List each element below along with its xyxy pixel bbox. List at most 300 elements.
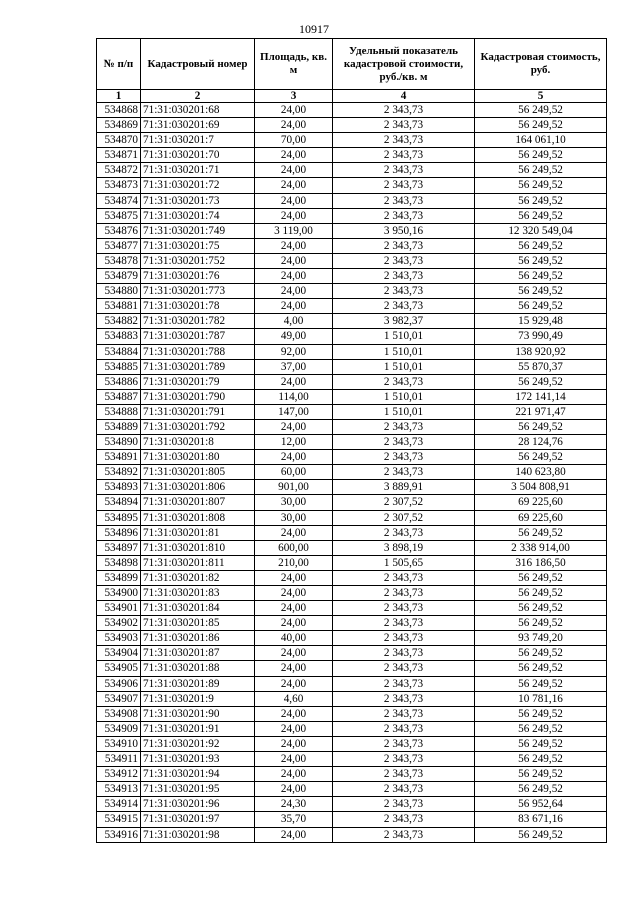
header-row-number: № п/п: [97, 39, 141, 90]
cadastral-value-cell: 138 920,92: [475, 344, 607, 359]
table-row: [97, 329, 607, 344]
area-cell: 24,00: [255, 208, 333, 223]
table-row: [97, 374, 607, 389]
row-number-cell: 534900: [97, 586, 141, 601]
cadastral-number-cell: 71:31:030201:9: [141, 691, 255, 706]
area-cell: 24,00: [255, 238, 333, 253]
area-cell: 24,00: [255, 525, 333, 540]
table-row: [97, 631, 607, 646]
area-cell: 12,00: [255, 435, 333, 450]
cadastral-number-cell: 71:31:030201:89: [141, 676, 255, 691]
cadastral-value-cell: 140 623,80: [475, 465, 607, 480]
area-cell: 60,00: [255, 465, 333, 480]
table-row: [97, 223, 607, 238]
cadastral-value-cell: 56 249,52: [475, 208, 607, 223]
cadastral-number-cell: 71:31:030201:96: [141, 797, 255, 812]
area-cell: 40,00: [255, 631, 333, 646]
table-row: [97, 570, 607, 585]
table-row: [97, 284, 607, 299]
specific-value-cell: 2 343,73: [333, 721, 475, 736]
cadastral-value-cell: 2 338 914,00: [475, 540, 607, 555]
area-cell: 35,70: [255, 812, 333, 827]
table-row: [97, 148, 607, 163]
cadastral-value-cell: 56 249,52: [475, 178, 607, 193]
table-row: [97, 812, 607, 827]
cadastral-value-cell: 56 249,52: [475, 827, 607, 842]
specific-value-cell: 2 343,73: [333, 163, 475, 178]
area-cell: 70,00: [255, 133, 333, 148]
column-number: 1: [97, 90, 141, 103]
table-row: [97, 389, 607, 404]
cadastral-value-cell: 56 249,52: [475, 586, 607, 601]
row-number-cell: 534916: [97, 827, 141, 842]
cadastral-number-cell: 71:31:030201:87: [141, 646, 255, 661]
row-number-cell: 534899: [97, 570, 141, 585]
specific-value-cell: 2 343,73: [333, 103, 475, 118]
table-row: [97, 827, 607, 842]
table-row: [97, 676, 607, 691]
specific-value-cell: 2 343,73: [333, 736, 475, 751]
specific-value-cell: 2 343,73: [333, 676, 475, 691]
table-row: [97, 178, 607, 193]
table-row: [97, 721, 607, 736]
specific-value-cell: 2 343,73: [333, 299, 475, 314]
header-area: Площадь, кв. м: [255, 39, 333, 90]
cadastral-number-cell: 71:31:030201:98: [141, 827, 255, 842]
table-row: [97, 465, 607, 480]
table-row: [97, 706, 607, 721]
cadastral-value-cell: 56 249,52: [475, 646, 607, 661]
table-row: [97, 193, 607, 208]
specific-value-cell: 2 343,73: [333, 284, 475, 299]
specific-value-cell: 2 343,73: [333, 465, 475, 480]
column-number: 4: [333, 90, 475, 103]
specific-value-cell: 2 343,73: [333, 827, 475, 842]
specific-value-cell: 2 343,73: [333, 118, 475, 133]
specific-value-cell: 2 343,73: [333, 450, 475, 465]
cadastral-number-cell: 71:31:030201:93: [141, 752, 255, 767]
row-number-cell: 534911: [97, 752, 141, 767]
specific-value-cell: 2 343,73: [333, 193, 475, 208]
cadastral-value-cell: 93 749,20: [475, 631, 607, 646]
specific-value-cell: 1 505,65: [333, 555, 475, 570]
area-cell: 24,00: [255, 148, 333, 163]
area-cell: 24,00: [255, 616, 333, 631]
cadastral-value-cell: 56 249,52: [475, 284, 607, 299]
cadastral-number-cell: 71:31:030201:79: [141, 374, 255, 389]
cadastral-number-cell: 71:31:030201:82: [141, 570, 255, 585]
cadastral-value-cell: 55 870,37: [475, 359, 607, 374]
cadastral-number-cell: 71:31:030201:791: [141, 404, 255, 419]
cadastral-number-cell: 71:31:030201:86: [141, 631, 255, 646]
cadastral-value-cell: 56 249,52: [475, 103, 607, 118]
specific-value-cell: 2 343,73: [333, 661, 475, 676]
cadastral-number-cell: 71:31:030201:83: [141, 586, 255, 601]
table-row: [97, 586, 607, 601]
area-cell: 24,00: [255, 721, 333, 736]
cadastral-value-cell: 56 249,52: [475, 767, 607, 782]
cadastral-value-cell: 56 249,52: [475, 148, 607, 163]
cadastral-value-cell: 56 249,52: [475, 661, 607, 676]
cadastral-value-cell: 56 249,52: [475, 676, 607, 691]
specific-value-cell: 2 343,73: [333, 570, 475, 585]
specific-value-cell: 1 510,01: [333, 329, 475, 344]
row-number-cell: 534872: [97, 163, 141, 178]
specific-value-cell: 2 343,73: [333, 616, 475, 631]
table-row: [97, 359, 607, 374]
cadastral-value-cell: 56 249,52: [475, 374, 607, 389]
cadastral-number-cell: 71:31:030201:95: [141, 782, 255, 797]
table-row: [97, 736, 607, 751]
area-cell: 24,00: [255, 646, 333, 661]
row-number-cell: 534877: [97, 238, 141, 253]
specific-value-cell: 2 343,73: [333, 238, 475, 253]
area-cell: 24,00: [255, 661, 333, 676]
specific-value-cell: 1 510,01: [333, 389, 475, 404]
area-cell: 24,00: [255, 782, 333, 797]
area-cell: 24,00: [255, 103, 333, 118]
cadastral-value-cell: 28 124,76: [475, 435, 607, 450]
table-row: [97, 661, 607, 676]
table-row: [97, 133, 607, 148]
area-cell: 147,00: [255, 404, 333, 419]
cadastral-number-cell: 71:31:030201:792: [141, 419, 255, 434]
area-cell: 24,00: [255, 586, 333, 601]
cadastral-number-cell: 71:31:030201:84: [141, 601, 255, 616]
area-cell: 24,00: [255, 570, 333, 585]
specific-value-cell: 2 343,73: [333, 269, 475, 284]
specific-value-cell: 1 510,01: [333, 359, 475, 374]
area-cell: 30,00: [255, 510, 333, 525]
table-row: [97, 797, 607, 812]
specific-value-cell: 3 898,19: [333, 540, 475, 555]
header-cadastral-number: Кадастровый номер: [141, 39, 255, 90]
cadastral-value-cell: 3 504 808,91: [475, 480, 607, 495]
table-row: [97, 540, 607, 555]
row-number-cell: 534912: [97, 767, 141, 782]
cadastral-value-cell: 316 186,50: [475, 555, 607, 570]
cadastral-value-cell: 56 249,52: [475, 269, 607, 284]
row-number-cell: 534909: [97, 721, 141, 736]
cadastral-number-cell: 71:31:030201:72: [141, 178, 255, 193]
cadastral-value-cell: 56 249,52: [475, 706, 607, 721]
row-number-cell: 534878: [97, 253, 141, 268]
cadastral-value-cell: 56 249,52: [475, 163, 607, 178]
cadastral-number-cell: 71:31:030201:97: [141, 812, 255, 827]
specific-value-cell: 3 889,91: [333, 480, 475, 495]
area-cell: 24,00: [255, 284, 333, 299]
row-number-cell: 534908: [97, 706, 141, 721]
row-number-cell: 534879: [97, 269, 141, 284]
row-number-cell: 534870: [97, 133, 141, 148]
table-row: [97, 163, 607, 178]
cadastral-number-cell: 71:31:030201:80: [141, 450, 255, 465]
table-row: [97, 525, 607, 540]
specific-value-cell: 2 343,73: [333, 178, 475, 193]
specific-value-cell: 2 343,73: [333, 133, 475, 148]
specific-value-cell: 2 343,73: [333, 374, 475, 389]
cadastral-value-cell: 56 249,52: [475, 253, 607, 268]
specific-value-cell: 2 343,73: [333, 253, 475, 268]
specific-value-cell: 2 343,73: [333, 419, 475, 434]
table-row: [97, 253, 607, 268]
cadastral-number-cell: 71:31:030201:8: [141, 435, 255, 450]
table-row: [97, 782, 607, 797]
row-number-cell: 534882: [97, 314, 141, 329]
cadastral-value-cell: 56 249,52: [475, 570, 607, 585]
cadastral-number-cell: 71:31:030201:76: [141, 269, 255, 284]
row-number-cell: 534894: [97, 495, 141, 510]
cadastral-number-cell: 71:31:030201:94: [141, 767, 255, 782]
table-row: [97, 238, 607, 253]
row-number-cell: 534898: [97, 555, 141, 570]
cadastral-value-cell: 56 249,52: [475, 299, 607, 314]
cadastral-number-cell: 71:31:030201:81: [141, 525, 255, 540]
table-row: [97, 118, 607, 133]
table-row: [97, 752, 607, 767]
table-row: [97, 103, 607, 118]
area-cell: 24,00: [255, 752, 333, 767]
table-row: [97, 314, 607, 329]
cadastral-number-cell: 71:31:030201:749: [141, 223, 255, 238]
cadastral-value-cell: 56 249,52: [475, 193, 607, 208]
row-number-cell: 534901: [97, 601, 141, 616]
area-cell: 24,00: [255, 601, 333, 616]
row-number-cell: 534902: [97, 616, 141, 631]
table-row: [97, 299, 607, 314]
specific-value-cell: 2 343,73: [333, 752, 475, 767]
specific-value-cell: 3 950,16: [333, 223, 475, 238]
table-row: [97, 646, 607, 661]
cadastral-number-cell: 71:31:030201:85: [141, 616, 255, 631]
cadastral-value-cell: 69 225,60: [475, 495, 607, 510]
table-row: [97, 510, 607, 525]
specific-value-cell: 2 343,73: [333, 706, 475, 721]
area-cell: 92,00: [255, 344, 333, 359]
specific-value-cell: 2 343,73: [333, 631, 475, 646]
table-row: [97, 435, 607, 450]
row-number-cell: 534871: [97, 148, 141, 163]
specific-value-cell: 2 343,73: [333, 586, 475, 601]
specific-value-cell: 2 343,73: [333, 525, 475, 540]
cadastral-number-cell: 71:31:030201:74: [141, 208, 255, 223]
specific-value-cell: 2 343,73: [333, 148, 475, 163]
cadastral-value-cell: 56 952,64: [475, 797, 607, 812]
table-row: [97, 601, 607, 616]
cadastral-number-cell: 71:31:030201:92: [141, 736, 255, 751]
row-number-cell: 534880: [97, 284, 141, 299]
table-body: [97, 103, 607, 843]
cadastral-value-cell: 12 320 549,04: [475, 223, 607, 238]
cadastral-value-cell: 56 249,52: [475, 721, 607, 736]
area-cell: 24,00: [255, 269, 333, 284]
row-number-cell: 534874: [97, 193, 141, 208]
table-row: [97, 404, 607, 419]
specific-value-cell: 3 982,37: [333, 314, 475, 329]
row-number-cell: 534869: [97, 118, 141, 133]
area-cell: 3 119,00: [255, 223, 333, 238]
table-row: [97, 480, 607, 495]
area-cell: 24,00: [255, 374, 333, 389]
row-number-cell: 534906: [97, 676, 141, 691]
cadastral-number-cell: 71:31:030201:810: [141, 540, 255, 555]
area-cell: 24,00: [255, 676, 333, 691]
row-number-cell: 534887: [97, 389, 141, 404]
area-cell: 24,00: [255, 299, 333, 314]
row-number-cell: 534913: [97, 782, 141, 797]
specific-value-cell: 2 343,73: [333, 601, 475, 616]
area-cell: 901,00: [255, 480, 333, 495]
cadastral-number-cell: 71:31:030201:70: [141, 148, 255, 163]
column-number: 2: [141, 90, 255, 103]
cadastral-number-cell: 71:31:030201:91: [141, 721, 255, 736]
row-number-cell: 534895: [97, 510, 141, 525]
row-number-cell: 534883: [97, 329, 141, 344]
area-cell: 24,00: [255, 736, 333, 751]
row-number-cell: 534914: [97, 797, 141, 812]
cadastral-number-cell: 71:31:030201:806: [141, 480, 255, 495]
area-cell: 30,00: [255, 495, 333, 510]
cadastral-value-cell: 73 990,49: [475, 329, 607, 344]
row-number-cell: 534875: [97, 208, 141, 223]
row-number-cell: 534873: [97, 178, 141, 193]
cadastral-number-cell: 71:31:030201:790: [141, 389, 255, 404]
cadastral-number-cell: 71:31:030201:73: [141, 193, 255, 208]
area-cell: 24,00: [255, 178, 333, 193]
table-row: [97, 691, 607, 706]
area-cell: 24,30: [255, 797, 333, 812]
cadastral-number-cell: 71:31:030201:88: [141, 661, 255, 676]
cadastral-number-cell: 71:31:030201:752: [141, 253, 255, 268]
cadastral-number-cell: 71:31:030201:71: [141, 163, 255, 178]
area-cell: 24,00: [255, 706, 333, 721]
specific-value-cell: 2 307,52: [333, 495, 475, 510]
row-number-cell: 534868: [97, 103, 141, 118]
row-number-cell: 534896: [97, 525, 141, 540]
area-cell: 24,00: [255, 450, 333, 465]
cadastral-number-cell: 71:31:030201:90: [141, 706, 255, 721]
cadastral-number-cell: 71:31:030201:78: [141, 299, 255, 314]
area-cell: 24,00: [255, 118, 333, 133]
cadastral-value-cell: 56 249,52: [475, 752, 607, 767]
row-number-cell: 534893: [97, 480, 141, 495]
cadastral-number-cell: 71:31:030201:805: [141, 465, 255, 480]
cadastral-number-cell: 71:31:030201:788: [141, 344, 255, 359]
area-cell: 24,00: [255, 419, 333, 434]
area-cell: 49,00: [255, 329, 333, 344]
row-number-cell: 534892: [97, 465, 141, 480]
area-cell: 37,00: [255, 359, 333, 374]
area-cell: 24,00: [255, 163, 333, 178]
cadastral-value-cell: 172 141,14: [475, 389, 607, 404]
row-number-cell: 534885: [97, 359, 141, 374]
specific-value-cell: 2 343,73: [333, 208, 475, 223]
area-cell: 24,00: [255, 767, 333, 782]
area-cell: 114,00: [255, 389, 333, 404]
cadastral-value-cell: 56 249,52: [475, 450, 607, 465]
table-row: [97, 495, 607, 510]
row-number-cell: 534891: [97, 450, 141, 465]
row-number-cell: 534888: [97, 404, 141, 419]
cadastral-value-cell: 221 971,47: [475, 404, 607, 419]
table-row: [97, 450, 607, 465]
cadastral-number-cell: 71:31:030201:75: [141, 238, 255, 253]
specific-value-cell: 2 343,73: [333, 435, 475, 450]
row-number-cell: 534876: [97, 223, 141, 238]
row-number-cell: 534884: [97, 344, 141, 359]
row-number-cell: 534910: [97, 736, 141, 751]
cadastral-value-cell: 56 249,52: [475, 736, 607, 751]
table-row: [97, 344, 607, 359]
specific-value-cell: 1 510,01: [333, 404, 475, 419]
row-number-cell: 534915: [97, 812, 141, 827]
cadastral-value-cell: 56 249,52: [475, 419, 607, 434]
column-number: 3: [255, 90, 333, 103]
cadastral-number-cell: 71:31:030201:789: [141, 359, 255, 374]
area-cell: 24,00: [255, 827, 333, 842]
header-cadastral-value: Кадастровая стоимость, руб.: [475, 39, 607, 90]
row-number-cell: 534905: [97, 661, 141, 676]
cadastral-value-cell: 164 061,10: [475, 133, 607, 148]
area-cell: 4,60: [255, 691, 333, 706]
cadastral-value-cell: 56 249,52: [475, 525, 607, 540]
cadastral-value-cell: 10 781,16: [475, 691, 607, 706]
row-number-cell: 534897: [97, 540, 141, 555]
cadastral-value-cell: 56 249,52: [475, 616, 607, 631]
specific-value-cell: 2 343,73: [333, 797, 475, 812]
cadastral-number-cell: 71:31:030201:807: [141, 495, 255, 510]
cadastral-number-cell: 71:31:030201:68: [141, 103, 255, 118]
row-number-cell: 534890: [97, 435, 141, 450]
cadastral-value-cell: 56 249,52: [475, 782, 607, 797]
specific-value-cell: 2 343,73: [333, 691, 475, 706]
table-row: [97, 616, 607, 631]
row-number-cell: 534881: [97, 299, 141, 314]
cadastral-number-cell: 71:31:030201:773: [141, 284, 255, 299]
specific-value-cell: 2 343,73: [333, 782, 475, 797]
area-cell: 210,00: [255, 555, 333, 570]
specific-value-cell: 2 307,52: [333, 510, 475, 525]
table-row: [97, 555, 607, 570]
table-header-row: [97, 39, 607, 90]
specific-value-cell: 1 510,01: [333, 344, 475, 359]
cadastral-number-cell: 71:31:030201:811: [141, 555, 255, 570]
cadastral-value-cell: 56 249,52: [475, 601, 607, 616]
page-number: 10917: [299, 22, 329, 36]
column-number: 5: [475, 90, 607, 103]
cadastral-number-cell: 71:31:030201:787: [141, 329, 255, 344]
cadastral-value-table: [96, 38, 607, 843]
row-number-cell: 534904: [97, 646, 141, 661]
area-cell: 4,00: [255, 314, 333, 329]
row-number-cell: 534889: [97, 419, 141, 434]
cadastral-number-cell: 71:31:030201:782: [141, 314, 255, 329]
table-row: [97, 419, 607, 434]
table-row: [97, 767, 607, 782]
table-row: [97, 269, 607, 284]
area-cell: 600,00: [255, 540, 333, 555]
table-row: [97, 208, 607, 223]
cadastral-number-cell: 71:31:030201:7: [141, 133, 255, 148]
row-number-cell: 534886: [97, 374, 141, 389]
specific-value-cell: 2 343,73: [333, 767, 475, 782]
cadastral-number-cell: 71:31:030201:69: [141, 118, 255, 133]
cadastral-value-cell: 69 225,60: [475, 510, 607, 525]
specific-value-cell: 2 343,73: [333, 646, 475, 661]
specific-value-cell: 2 343,73: [333, 812, 475, 827]
row-number-cell: 534903: [97, 631, 141, 646]
cadastral-value-cell: 56 249,52: [475, 238, 607, 253]
